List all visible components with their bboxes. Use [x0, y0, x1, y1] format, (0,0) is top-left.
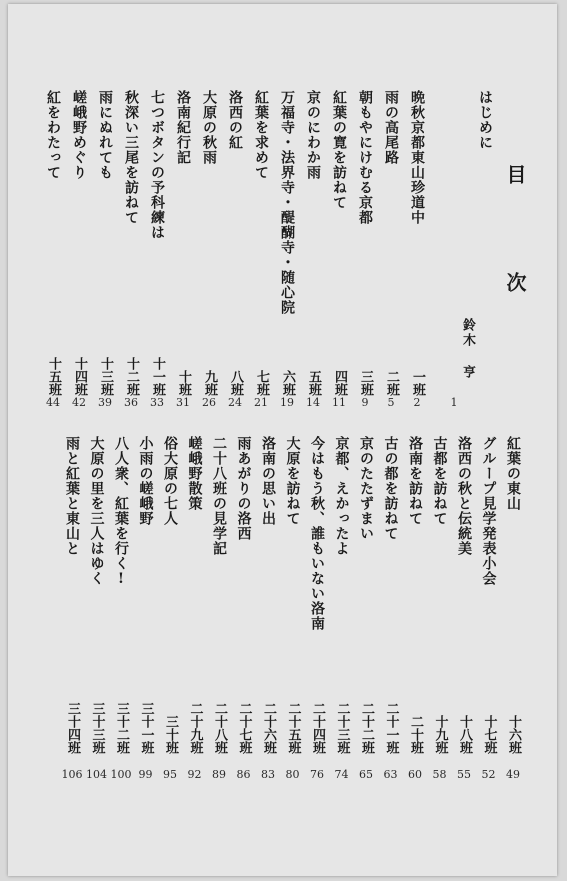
top-entry-group: 十一班 [150, 357, 165, 396]
bottom-entry-group: 二十三班 [334, 702, 350, 754]
bottom-entry-page-number: 52 [481, 768, 496, 781]
bottom-entry-title: 古の都を訪ねて [382, 436, 399, 541]
bottom-entry-group: 二十四班 [310, 702, 325, 754]
bottom-entry-title: 二十八班の見学記 [211, 436, 227, 556]
top-entry-group: 九班 [202, 370, 217, 396]
book-page [8, 4, 557, 876]
top-entry-page-number: 21 [254, 396, 268, 409]
top-entry-title: 雨にぬれても [97, 90, 113, 180]
bottom-entry-group: 三十二班 [114, 702, 129, 754]
top-entry-group: 十五班 [46, 357, 61, 396]
top-entry-page-number: 42 [72, 396, 86, 409]
top-entry-group: 四班 [332, 370, 347, 396]
bottom-entry-group: 二十八班 [212, 702, 227, 754]
top-entry-page-number: 11 [332, 396, 346, 409]
bottom-entry-page-number: 49 [506, 768, 520, 781]
top-entry-title: 朝もやにけむる京都 [357, 90, 373, 225]
top-entry-group: 七班 [254, 370, 269, 396]
top-entry-group: 十三班 [98, 357, 113, 396]
bottom-entry-group: 三十三班 [89, 702, 105, 754]
top-entry-title: 大原の秋雨 [201, 90, 217, 165]
top-entry-title: 洛南紀行記 [175, 90, 191, 165]
bottom-entry-title: 洛西の秋と伝統美 [456, 436, 472, 556]
top-entry-page-number: 26 [202, 396, 216, 409]
top-entry-title: 嵯峨野めぐり [71, 90, 87, 180]
bottom-entry-group: 三十四班 [65, 702, 80, 754]
toc-title-second: 次 [503, 272, 527, 292]
bottom-entry-page-number: 104 [86, 768, 107, 781]
top-entry-group: 五班 [306, 370, 321, 396]
bottom-entry-page-number: 74 [334, 768, 349, 781]
top-entry-group: 三班 [358, 370, 373, 396]
bottom-entry-page-number: 58 [432, 768, 447, 781]
author-page-number: 1 [450, 396, 458, 409]
toc-title-first: 目 [503, 164, 527, 184]
bottom-entry-page-number: 89 [212, 768, 226, 781]
bottom-entry-title: 京のたたずまい [358, 436, 374, 541]
top-entry-group: 十班 [176, 370, 191, 396]
top-entry-group: 二班 [384, 370, 399, 396]
top-entry-page-number: 24 [228, 396, 242, 409]
top-entry-page-number: 36 [124, 396, 138, 409]
top-entry-title: 洛西の紅 [227, 90, 243, 150]
top-entry-page-number: 19 [280, 396, 294, 409]
top-entry-group: 六班 [280, 370, 295, 396]
top-entry-group: 十二班 [124, 357, 139, 396]
author-name: 鈴木 亨 [460, 318, 475, 380]
top-entry-page-number: 14 [306, 396, 320, 409]
bottom-entry-title: 雨あがりの洛西 [235, 436, 252, 541]
bottom-entry-group: 二十五班 [285, 702, 301, 754]
bottom-entry-title: 八人衆、紅葉を行く! [113, 436, 129, 588]
bottom-entry-group: 二十六班 [261, 702, 276, 754]
bottom-entry-page-number: 80 [285, 768, 300, 781]
bottom-entry-title: 今はもう秋、誰もいない洛南 [309, 436, 325, 631]
bottom-entry-title: 京都、えかったよ [333, 436, 350, 556]
top-entry-page-number: 9 [361, 396, 369, 409]
bottom-entry-title: 紅葉の東山 [505, 436, 521, 511]
top-entry-group: 一班 [410, 370, 425, 396]
top-entry-page-number: 44 [46, 396, 60, 409]
bottom-entry-page-number: 60 [408, 768, 422, 781]
top-entry-title: 七つボタンの予科練は [149, 90, 165, 240]
bottom-entry-group: 三十班 [163, 715, 178, 754]
bottom-entry-page-number: 65 [359, 768, 373, 781]
bottom-entry-group: 二十二班 [359, 702, 374, 754]
bottom-entry-group: 二十九班 [187, 702, 203, 754]
top-entry-title: 秋深い三尾を訪ねて [123, 90, 139, 225]
bottom-entry-group: 十九班 [432, 715, 448, 754]
bottom-entry-page-number: 63 [383, 768, 398, 781]
bottom-entry-title: 小雨の嵯峨野 [137, 436, 154, 526]
bottom-entry-title: 洛南の思い出 [260, 436, 276, 526]
bottom-entry-title: 洛南を訪ねて [407, 436, 423, 526]
bottom-entry-page-number: 55 [457, 768, 471, 781]
bottom-entry-group: 十七班 [481, 715, 497, 754]
top-entry-title: 晩秋京都東山珍道中 [409, 90, 425, 225]
bottom-entry-group: 十六班 [506, 715, 521, 754]
bottom-entry-page-number: 92 [187, 768, 202, 781]
top-entry-page-number: 2 [413, 396, 421, 409]
top-entry-title: 紅をわたって [45, 90, 61, 180]
top-entry-title: 万福寺・法界寺・醍醐寺・随心院 [279, 90, 295, 315]
bottom-entry-title: 雨と紅葉と東山と [64, 436, 80, 556]
bottom-entry-group: 二十一班 [383, 702, 399, 754]
bottom-entry-group: 二十七班 [236, 702, 252, 754]
top-entry-page-number: 33 [150, 396, 164, 409]
top-entry-group: 八班 [228, 370, 243, 396]
bottom-entry-title: 古都を訪ねて [431, 436, 448, 526]
bottom-entry-title: 俗大原の七人 [162, 436, 178, 526]
top-entry-page-number: 5 [387, 396, 395, 409]
top-entry-title: 紅葉を求めて [253, 90, 269, 180]
bottom-entry-title: グループ見学発表小会 [480, 436, 497, 586]
bottom-entry-group: 二十班 [408, 715, 423, 754]
bottom-entry-page-number: 99 [138, 768, 153, 781]
bottom-entry-page-number: 95 [163, 768, 177, 781]
bottom-entry-page-number: 86 [236, 768, 251, 781]
bottom-entry-page-number: 106 [61, 768, 83, 781]
bottom-entry-page-number: 76 [310, 768, 324, 781]
bottom-entry-title: 大原を訪ねて [284, 436, 301, 526]
top-entry-page-number: 31 [176, 396, 190, 409]
bottom-entry-title: 大原の里を三人はゆく [88, 436, 105, 586]
bottom-entry-title: 嵯峨野散策 [186, 436, 203, 511]
intro-title: はじめに [477, 90, 493, 150]
bottom-entry-page-number: 83 [261, 768, 275, 781]
top-entry-title: 京のにわか雨 [305, 90, 321, 180]
top-entry-page-number: 39 [98, 396, 112, 409]
top-entry-group: 十四班 [72, 357, 87, 396]
bottom-entry-group: 十八班 [457, 715, 472, 754]
top-entry-title: 紅葉の寛を訪ねて [331, 90, 347, 210]
top-entry-title: 雨の高尾路 [383, 90, 399, 165]
bottom-entry-page-number: 100 [110, 768, 132, 781]
bottom-entry-group: 三十一班 [138, 702, 154, 754]
